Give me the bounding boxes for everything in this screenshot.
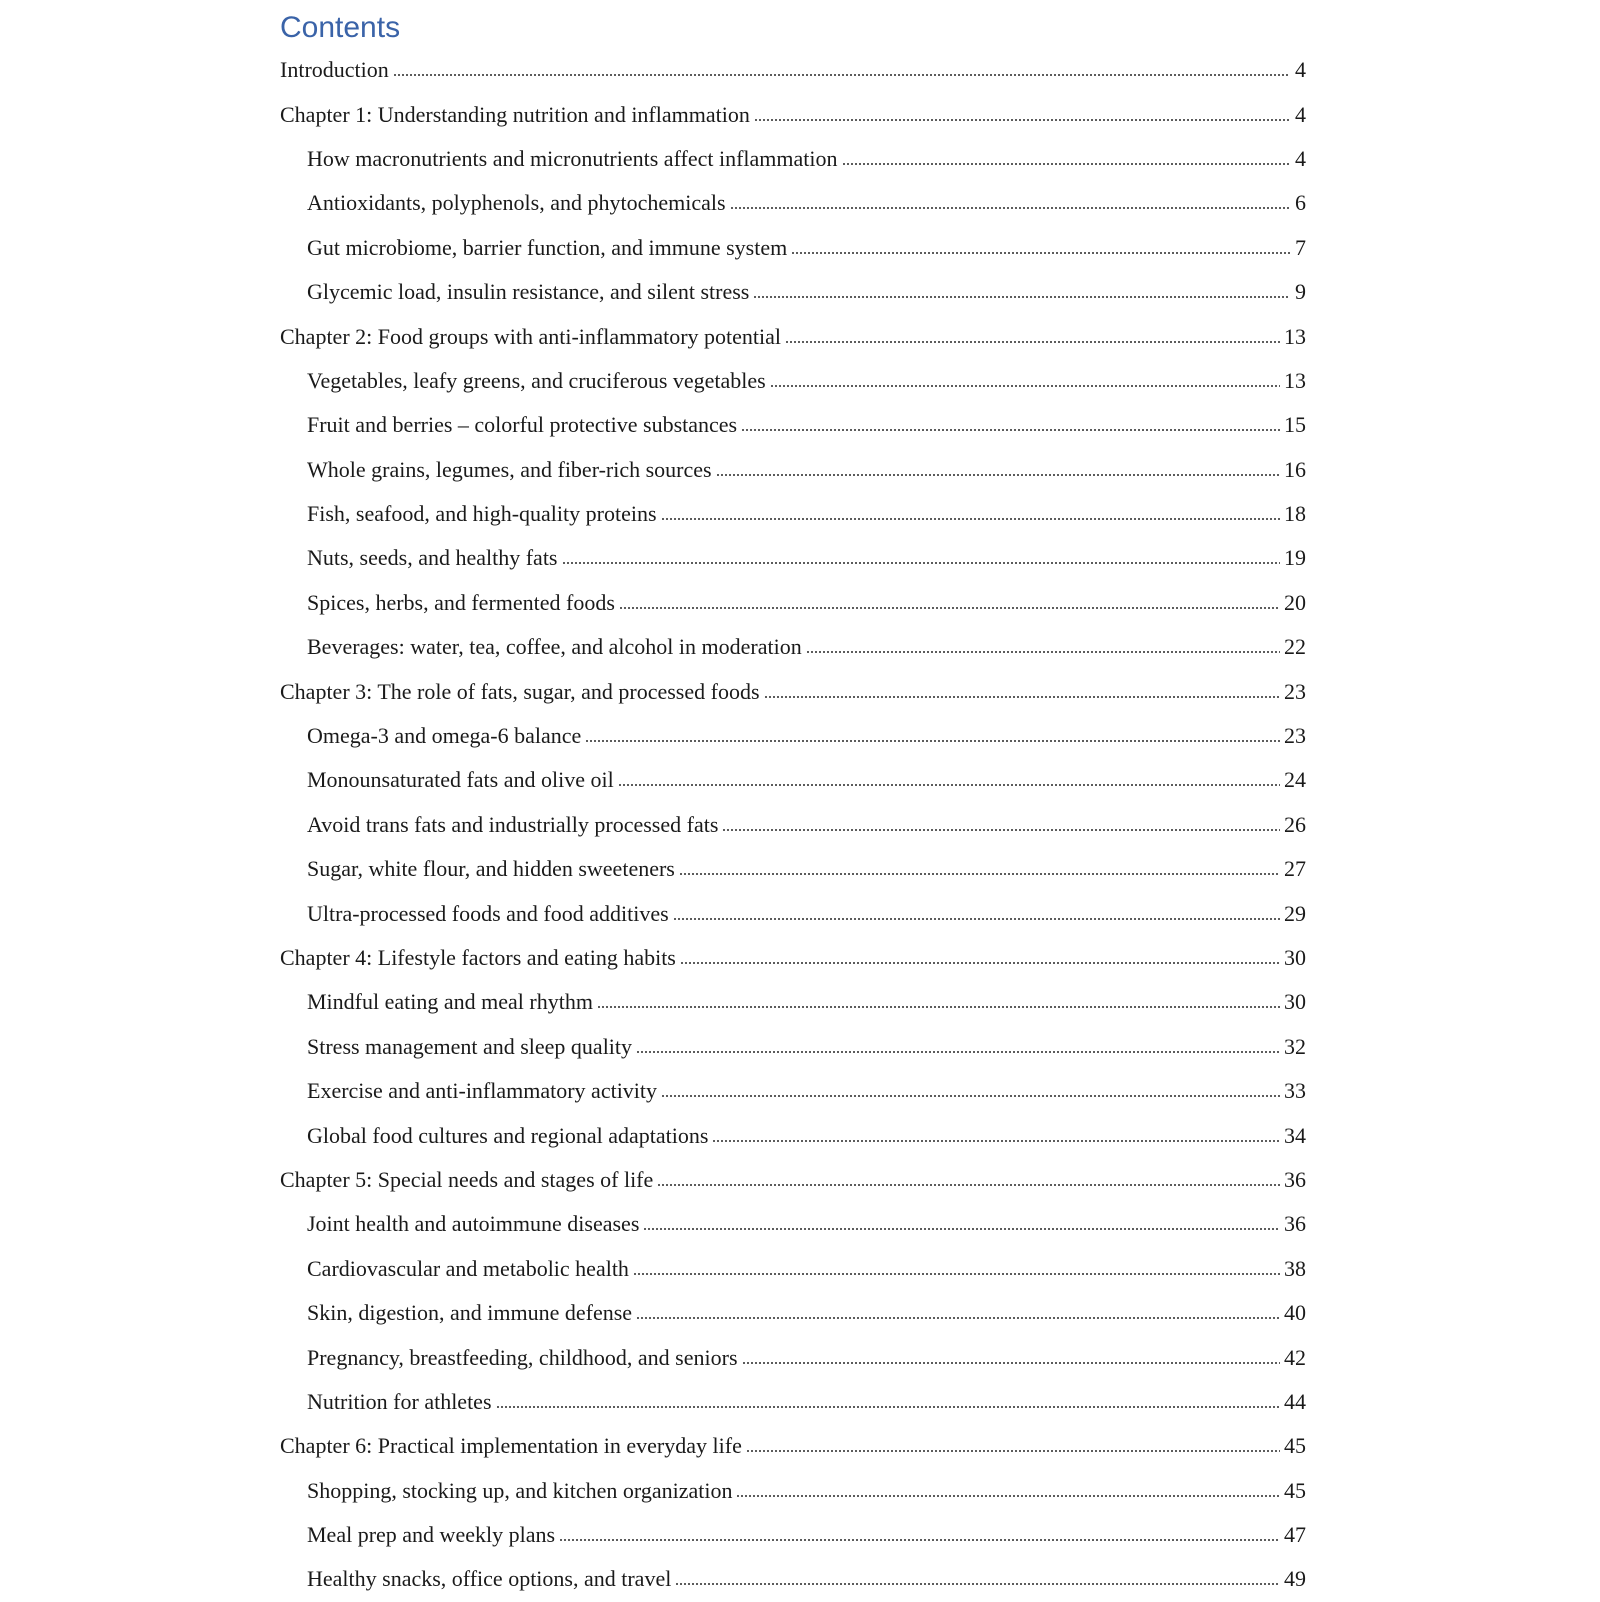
toc-dot-leader [618,784,1280,786]
toc-section-entry[interactable] [280,403,1306,447]
toc-section-entry[interactable] [280,270,1306,314]
toc-section-entry[interactable] [280,1202,1306,1246]
toc-entry-text: Chapter 2: Food groups with anti-inflammatory potential [280,323,782,349]
toc-page-number: 40 [1284,1300,1306,1326]
toc-page-number: 36 [1284,1166,1306,1192]
toc-chapter-entry[interactable] [280,314,1306,358]
toc-page-number: 7 [1295,234,1306,260]
toc-section-entry[interactable] [280,1335,1306,1379]
toc-page-number: 44 [1284,1388,1306,1414]
toc-page-number: 19 [1284,545,1306,571]
toc-list [280,48,1306,1602]
toc-entry-text: How macronutrients and micronutrients affect inflammation [307,145,838,171]
toc-dot-leader [636,1051,1280,1053]
toc-entry-text: Chapter 3: The role of fats, sugar, and processed foods [280,678,760,704]
toc-dot-leader [633,1273,1280,1275]
toc-entry-text: Beverages: water, tea, coffee, and alcohol in moderation [307,634,802,660]
toc-entry-text: Nutrition for athletes [307,1388,492,1414]
toc-page-number: 42 [1284,1344,1306,1370]
toc-page-number: 34 [1284,1122,1306,1148]
toc-dot-leader [842,163,1291,165]
toc-page-number: 24 [1284,767,1306,793]
toc-entry-text: Nuts, seeds, and healthy fats [307,545,558,571]
toc-dot-leader [741,429,1280,431]
toc-page-number: 45 [1284,1477,1306,1503]
toc-page-number: 16 [1284,456,1306,482]
toc-entry-text: Chapter 5: Special needs and stages of life [280,1166,654,1192]
toc-entry-text: Omega-3 and omega-6 balance [307,723,582,749]
toc-section-entry[interactable] [280,891,1306,935]
toc-section-entry[interactable] [280,625,1306,669]
toc-entry-text: Introduction [280,57,389,83]
toc-dot-leader [636,1317,1280,1319]
toc-dot-leader [619,607,1280,609]
toc-page-number: 22 [1284,634,1306,660]
toc-entry-text: Fish, seafood, and high-quality proteins [307,501,657,527]
toc-dot-leader [597,1006,1280,1008]
toc-section-entry[interactable] [280,492,1306,536]
toc-section-entry[interactable] [280,714,1306,758]
toc-dot-leader [661,1095,1280,1097]
toc-section-entry[interactable] [280,1291,1306,1335]
toc-entry-text: Chapter 1: Understanding nutrition and inflammation [280,101,750,127]
toc-entry-text: Shopping, stocking up, and kitchen organization [307,1477,733,1503]
toc-entry-text: Cardiovascular and metabolic health [307,1255,629,1281]
toc-entry-text: Ultra-processed foods and food additives [307,900,669,926]
toc-dot-leader [764,696,1280,698]
toc-section-entry[interactable] [280,137,1306,181]
toc-dot-leader [722,829,1280,831]
toc-page-number: 47 [1284,1522,1306,1548]
toc-entry-text: Gut microbiome, barrier function, and immune system [307,234,788,260]
toc-page-number: 30 [1284,989,1306,1015]
toc-entry-text: Monounsaturated fats and olive oil [307,767,614,793]
toc-dot-leader [712,1140,1280,1142]
toc-page-number: 36 [1284,1211,1306,1237]
toc-page-number: 26 [1284,811,1306,837]
toc-entry-text: Meal prep and weekly plans [307,1522,556,1548]
toc-section-entry[interactable] [280,847,1306,891]
toc-dot-leader [559,1539,1280,1541]
toc-chapter-entry[interactable] [280,48,1306,92]
toc-dot-leader [716,474,1280,476]
toc-section-entry[interactable] [280,758,1306,802]
toc-dot-leader [657,1184,1280,1186]
toc-page-number: 4 [1295,57,1306,83]
toc-dot-leader [679,873,1280,875]
toc-entry-text: Glycemic load, insulin resistance, and silent stress [307,279,750,305]
toc-entry-text: Fruit and berries – colorful protective substances [307,412,738,438]
toc-dot-leader [562,562,1281,564]
toc-section-entry[interactable] [280,1025,1306,1069]
toc-page-number: 23 [1284,678,1306,704]
toc-page-number: 49 [1284,1566,1306,1592]
toc-dot-leader [753,296,1290,298]
toc-page-number: 29 [1284,900,1306,926]
toc-entry-text: Healthy snacks, office options, and travel [307,1566,672,1592]
toc-page-number: 27 [1284,856,1306,882]
toc-section-entry[interactable] [280,1069,1306,1113]
toc-entry-text: Global food cultures and regional adaptations [307,1122,709,1148]
toc-page-number: 4 [1295,145,1306,171]
toc-page-number: 20 [1284,589,1306,615]
toc-section-entry[interactable] [280,1247,1306,1291]
toc-section-entry[interactable] [280,581,1306,625]
toc-dot-leader [730,207,1290,209]
toc-page-number: 30 [1284,945,1306,970]
toc-page-number: 18 [1284,501,1306,527]
toc-section-entry[interactable] [280,1557,1306,1601]
toc-section-entry[interactable] [280,359,1306,403]
toc-dot-leader [736,1495,1280,1497]
toc-title: Contents [280,11,401,44]
toc-entry-text: Vegetables, leafy greens, and cruciferous vegetables [307,367,766,393]
toc-dot-leader [742,1362,1280,1364]
toc-section-entry[interactable] [280,980,1306,1024]
toc-page-number: 13 [1284,367,1306,393]
toc-chapter-entry[interactable] [280,92,1306,136]
toc-chapter-entry[interactable] [280,1158,1306,1202]
toc-dot-leader [661,518,1280,520]
toc-entry-text: Chapter 6: Practical implementation in everyday life [280,1433,742,1459]
toc-page-number: 45 [1284,1433,1306,1459]
toc-section-entry[interactable] [280,1513,1306,1557]
toc-entry-text: Mindful eating and meal rhythm [307,989,593,1015]
toc-page-number: 33 [1284,1078,1306,1104]
toc-chapter-entry[interactable] [280,669,1306,713]
toc-dot-leader [785,341,1280,343]
toc-entry-text: Joint health and autoimmune diseases [307,1211,640,1237]
toc-entry-text: Stress management and sleep quality [307,1033,633,1059]
toc-entry-text: Antioxidants, polyphenols, and phytochemicals [307,190,726,216]
toc-dot-leader [680,962,1280,964]
toc-dot-leader [806,651,1280,653]
toc-entry-text: Skin, digestion, and immune defense [307,1300,633,1326]
toc-entry-text: Spices, herbs, and fermented foods [307,589,615,615]
toc-dot-leader [393,74,1290,76]
toc-page-number: 6 [1295,190,1306,216]
toc-page-number: 23 [1284,723,1306,749]
toc-section-entry[interactable] [280,448,1306,492]
toc-section-entry[interactable] [280,536,1306,580]
toc-page-number: 9 [1295,279,1306,305]
toc-entry-text: Pregnancy, breastfeeding, childhood, and seniors [307,1344,738,1370]
toc-entry-text: Avoid trans fats and industrially processed fats [307,811,719,837]
toc-section-entry[interactable] [280,226,1306,270]
toc-dot-leader [496,1406,1280,1408]
toc-chapter-entry[interactable] [280,1424,1306,1468]
toc-chapter-entry[interactable] [280,936,1306,980]
toc-dot-leader [675,1583,1280,1585]
toc-entry-text: Chapter 4: Lifestyle factors and eating habits [280,945,676,970]
toc-dot-leader [770,385,1280,387]
toc-page-number: 32 [1284,1033,1306,1059]
toc-dot-leader [673,918,1280,920]
toc-section-entry[interactable] [280,1113,1306,1157]
toc-page-number: 15 [1284,412,1306,438]
toc-page-number: 13 [1284,323,1306,349]
toc-entry-text: Exercise and anti-inflammatory activity [307,1078,658,1104]
toc-section-entry[interactable] [280,181,1306,225]
toc-page-number: 4 [1295,101,1306,127]
toc-page-number: 38 [1284,1255,1306,1281]
toc-section-entry[interactable] [280,1380,1306,1424]
toc-dot-leader [585,740,1280,742]
toc-dot-leader [643,1228,1280,1230]
toc-entry-text: Sugar, white flour, and hidden sweeteners [307,856,675,882]
toc-dot-leader [754,119,1290,121]
toc-section-entry[interactable] [280,1469,1306,1513]
toc-section-entry[interactable] [280,803,1306,847]
toc-entry-text: Whole grains, legumes, and fiber-rich sources [307,456,712,482]
toc-dot-leader [746,1450,1280,1452]
toc-dot-leader [791,252,1290,254]
